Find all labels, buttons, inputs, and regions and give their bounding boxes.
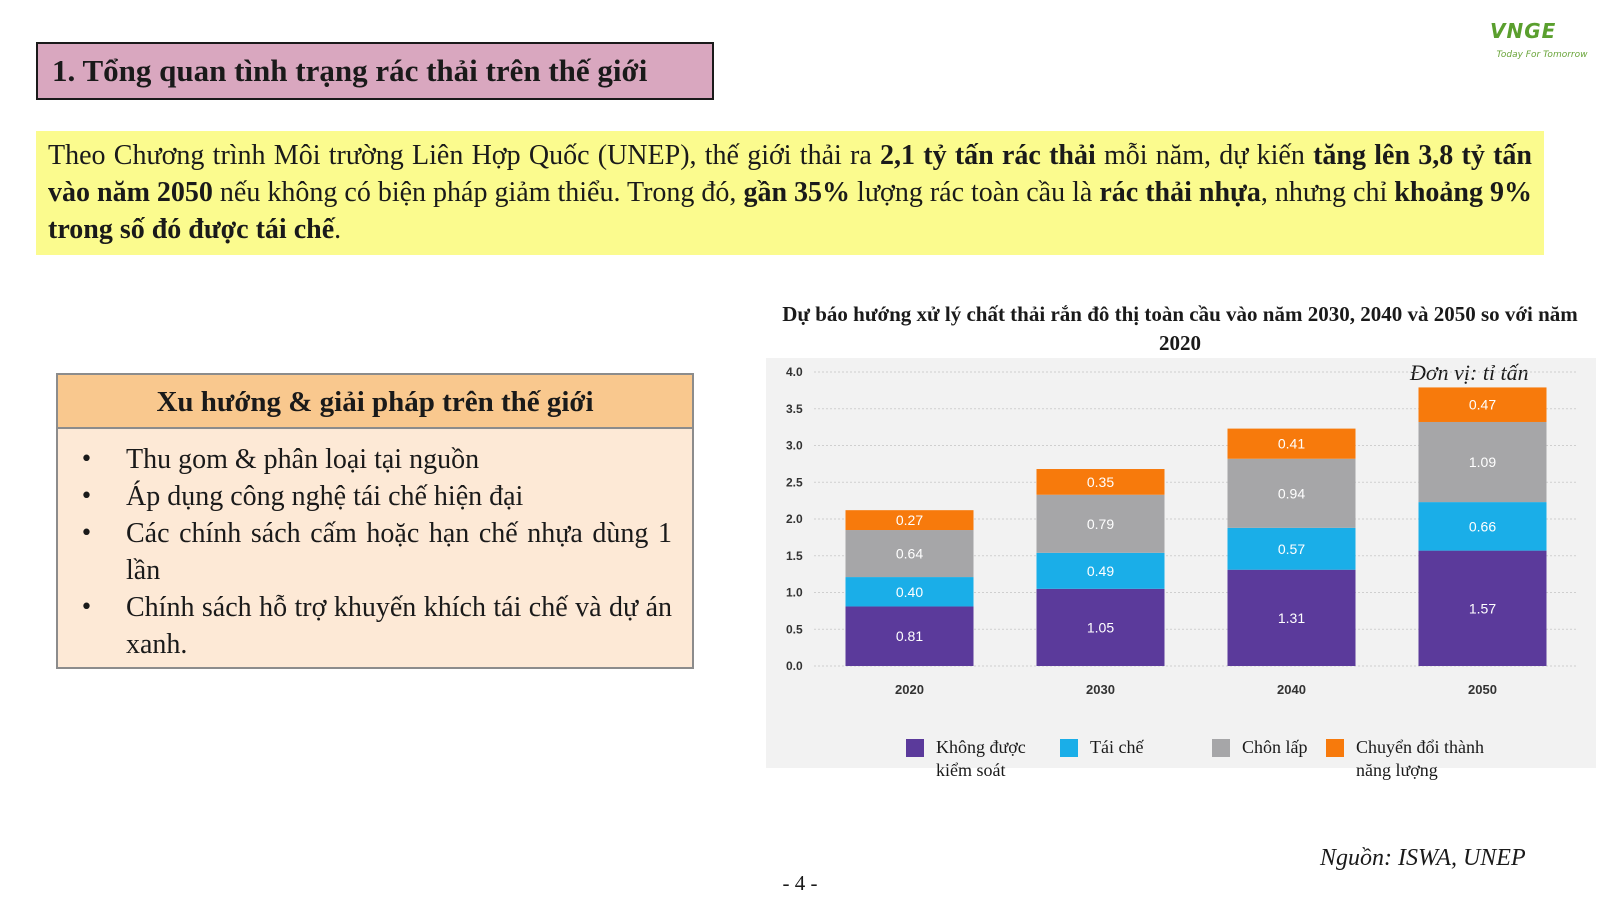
chart-title: Dự báo hướng xử lý chất thải rắn đô thị toàn cầu vào năm 2030, 2040 và 2050 so với năm 2020 [782,302,1578,355]
page-number: - 4 - [782,871,818,895]
data-label: 0.49 [1086,562,1115,579]
x-tick-label: 2020 [895,682,924,697]
trends-list [58,429,692,663]
legend-item [1060,736,1190,759]
y-tick-label: 1.0 [786,585,803,600]
intro-text: , nhưng chỉ [1260,177,1395,208]
y-tick-label: 2.5 [786,475,803,490]
data-label: 0.35 [1086,473,1115,490]
legend-item [1326,736,1516,782]
trend-item-text: Áp dụng công nghệ tái chế hiện đại [126,481,524,512]
trend-item-text: Chính sách hỗ trợ khuyến khích tái chế và dự án xanh. [126,592,672,660]
bullet-icon: • [80,447,93,472]
legend-swatch [1212,739,1230,757]
trend-item [80,515,672,589]
y-tick-label: 3.0 [786,438,803,453]
data-label: 0.64 [895,545,924,562]
legend-label: Chuyển đổi thành năng lượng [1356,737,1484,780]
logo-wordmark: VNGE [1490,19,1557,43]
intro-text: Theo Chương trình Môi trường Liên Hợp Quốc (UNEP), thế giới thải ra [48,140,881,171]
data-label: 0.79 [1086,515,1115,532]
y-tick-label: 4.0 [786,365,803,379]
data-label: 0.94 [1277,485,1306,502]
data-label: 0.57 [1277,540,1306,557]
x-tick-label: 2030 [1086,682,1115,697]
data-label: 0.81 [895,628,924,645]
intro-highlight: 2,1 tỷ tấn rác thải [880,140,1096,171]
x-tick-label: 2040 [1277,682,1306,697]
trend-item-text: Các chính sách cấm hoặc hạn chế nhựa dùng 1 lần [126,518,672,586]
data-label: 0.47 [1468,396,1497,413]
bullet-icon: • [80,484,93,509]
intro-highlight: tăng lên 3,8 tỷ tấn vào năm 2050 [48,140,1532,208]
chart-unit-label: Đơn vị: tỉ tấn [1410,360,1529,385]
data-label: 1.05 [1086,619,1115,636]
intro-highlight: rác thải nhựa [1099,177,1261,208]
logo [1486,14,1598,64]
data-label: 1.09 [1468,454,1497,471]
legend-swatch [906,739,924,757]
intro-text: . [334,214,342,245]
legend-label: Chôn lấp [1242,737,1308,757]
y-tick-label: 2.0 [786,512,803,526]
bullet-icon: • [80,595,93,620]
intro-highlight: gần 35% [743,177,851,208]
intro-paragraph [36,131,1544,255]
legend-swatch [1326,739,1344,757]
legend-swatch [1060,739,1078,757]
data-label: 0.66 [1468,518,1497,535]
data-label: 0.27 [895,512,924,529]
legend-item [906,736,1046,782]
data-label: 1.57 [1468,600,1497,617]
y-tick-label: 1.5 [786,548,803,563]
y-tick-label: 0.5 [786,622,803,637]
data-label: 1.31 [1277,609,1306,626]
intro-highlight: khoảng 9% trong số đó được tái chế [48,177,1533,245]
logo-tagline: Today For Tomorrow [1496,50,1588,60]
legend-label: Không được kiểm soát [936,737,1026,780]
trends-box [56,373,694,669]
trend-item [80,589,672,663]
data-label: 0.41 [1277,435,1306,452]
stacked-bar-chart [766,358,1596,768]
section-title: 1. Tổng quan tình trạng rác thải trên thế giới [36,42,714,100]
y-tick-label: 0.0 [786,659,803,673]
intro-text: mỗi năm, dự kiến [1095,140,1314,171]
data-label: 0.40 [895,583,924,600]
trend-item [80,478,672,515]
trends-title: Xu hướng & giải pháp trên thế giới [58,375,692,429]
bullet-icon: • [80,521,93,546]
trend-item [80,441,672,478]
legend-label: Tái chế [1090,737,1144,757]
legend-item [1212,736,1322,759]
y-tick-label: 3.5 [786,401,803,416]
intro-text: lượng rác toàn cầu là [850,177,1100,208]
x-tick-label: 2050 [1468,682,1497,697]
source-note: Nguồn: ISWA, UNEP [1320,845,1526,871]
trend-item-text: Thu gom & phân loại tại nguồn [126,444,480,475]
intro-text: nếu không có biện pháp giảm thiểu. Trong đó, [212,177,744,208]
chart-legend [766,736,1596,786]
